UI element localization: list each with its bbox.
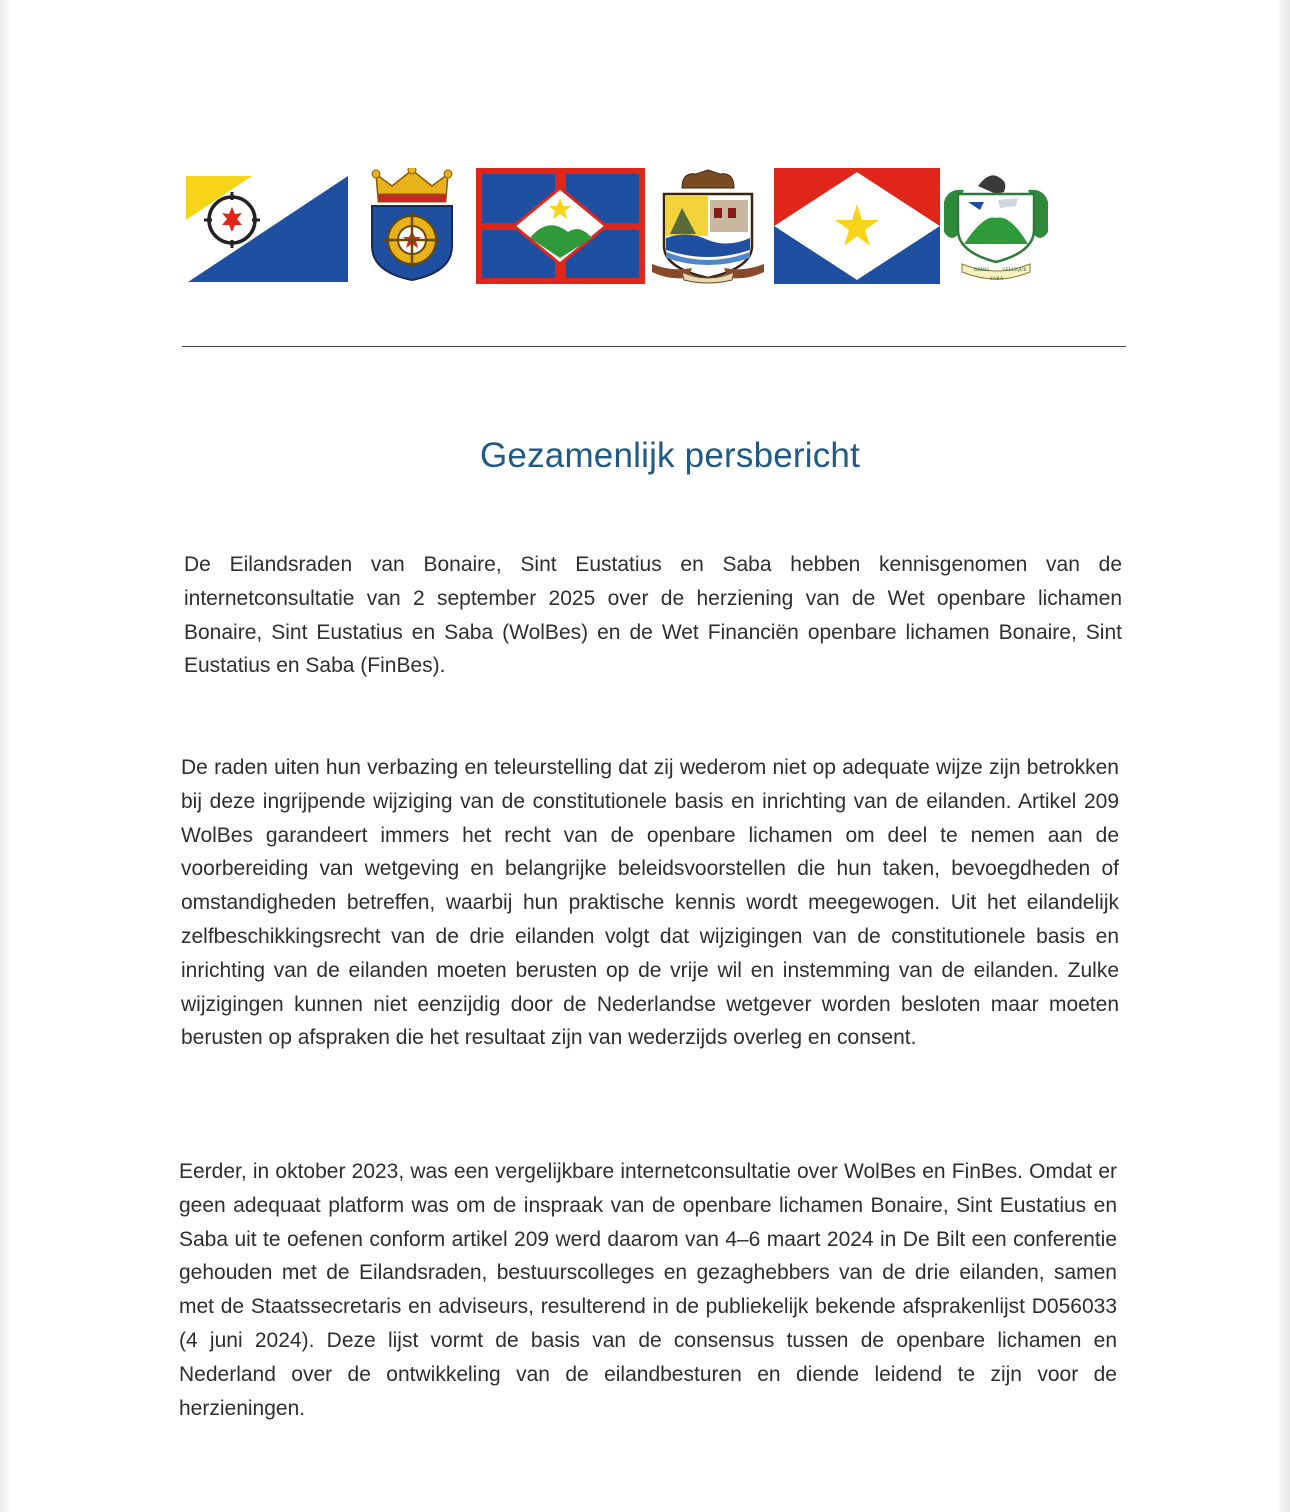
header-divider: [182, 346, 1126, 347]
body-paragraph: De Eilandsraden van Bonaire, Sint Eustatius en Saba hebben kennisgenomen van de internetconsultatie van 2 september 2025 over de herziening van de Wet openbare lichamen Bonaire, Sint Eustatius en Saba (WolBes) en de Wet Financiën openbare lichamen Bonaire, Sint Eustatius en Saba (FinBes).: [184, 553, 1122, 678]
bonaire-flag-icon: [186, 168, 349, 284]
page-edge-left: [0, 0, 12, 1512]
body-paragraph: Eerder, in oktober 2023, was een vergelijkbare internetconsultatie over WolBes en FinBes. Omdat er geen adequaat platform was om de inspraak van de openbare lichamen Bonaire, Sint Eustatius en Saba uit te oefenen conform artikel 209 werd daarom van 4–6 maart 2024 in De Bilt een conferentie gehouden met de Eilandsraden, bestuurscolleges en gezaghebbers van de drie eilanden, samen met de Staatssecretaris en adviseurs, resulterend in de publiekelijk bekende afsprakenlijst D056033 (4 juni 2024). Deze lijst vormt de basis van de consensus tussen de openbare lichamen en Nederland over de ontwikkeling van de eilandbesturen en diende leidend te zijn voor de herzieningen.: [179, 1160, 1117, 1420]
saba-motto-text: VELISQUE: [1002, 268, 1027, 273]
saba-flag-icon: [774, 168, 940, 284]
saba-motto-text: SABA: [990, 277, 1004, 282]
page-title: Gezamenlijk persbericht: [479, 436, 861, 475]
saba-coat-of-arms-icon: [938, 168, 1054, 286]
saba-motto-text: REMIS: [974, 268, 990, 273]
page-edge-right: [1276, 0, 1290, 1512]
island-emblems-banner: [186, 168, 1056, 286]
sint-eustatius-flag-icon: [476, 168, 645, 284]
bonaire-coat-of-arms-icon: [358, 168, 466, 284]
sint-eustatius-coat-of-arms-icon: [652, 168, 764, 284]
body-paragraph: De raden uiten hun verbazing en teleurstelling dat zij wederom niet op adequate wijze zijn betrokken bij deze ingrijpende wijziging van de constitutionele basis en inrichting van de eilanden. Artikel 209 WolBes garandeert immers het recht van de openbare lichamen om deel te nemen aan de voorbereiding van wetgeving en belangrijke beleidsvoorstellen die hun taken, bevoegdheden of omstandigheden betreffen, waarbij hun praktische kennis wordt meegewogen. Uit het eilandelijk zelfbeschikkingsrecht van de drie eilanden volgt dat wijzigingen van de constitutionele basis en inrichting van de eilanden moeten berusten op de vrije wil en instemming van de eilanden. Zulke wijzigingen kunnen niet eenzijdig door de Nederlandse wetgever worden besloten maar moeten berusten op afspraken die het resultaat zijn van wederzijds overleg en consent.: [181, 756, 1119, 1050]
